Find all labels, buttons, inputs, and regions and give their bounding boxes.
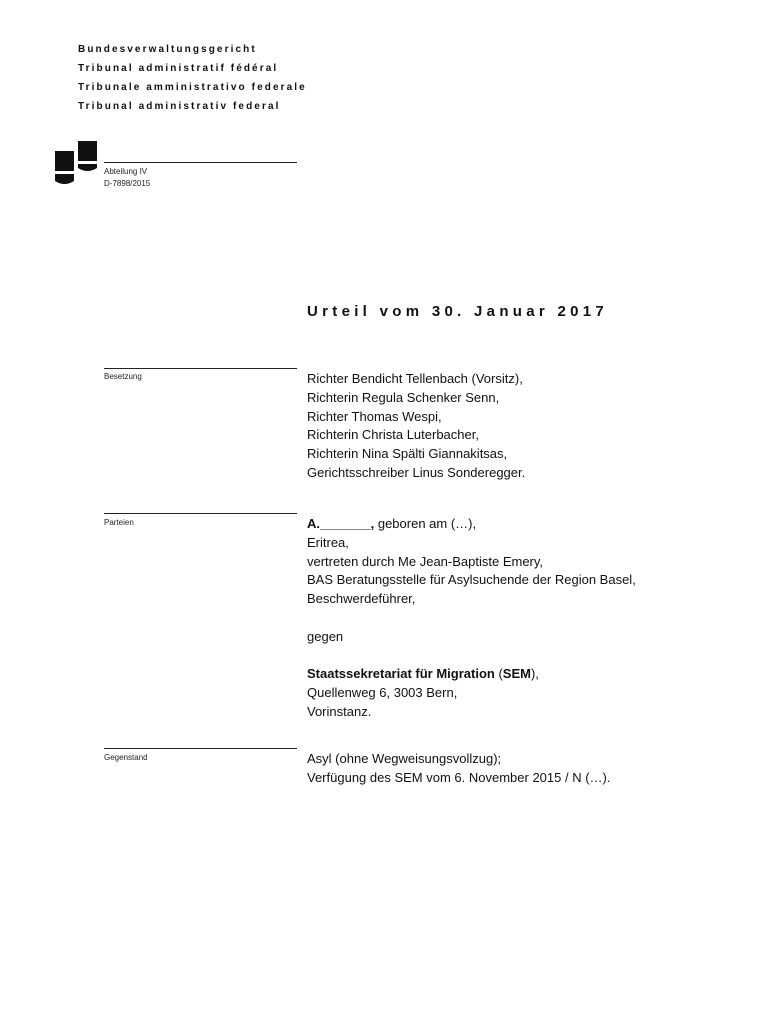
judge-line: Richterin Regula Schenker Senn, [307,389,500,405]
court-name-de: Bundesverwaltungsgericht [78,44,257,55]
judge-line: Richterin Christa Luterbacher, [307,427,479,443]
court-name-rm: Tribunal administrativ federal [78,101,281,112]
party-line: Eritrea, [307,534,349,550]
judge-line: Richterin Nina Spälti Giannakitsas, [307,446,508,462]
besetzung-label: Besetzung [104,372,142,381]
authority-paren: ( [494,666,503,682]
authority-line [307,665,636,684]
case-number: D-7898/2015 [104,179,151,188]
party-line: Beschwerdeführer, [307,591,416,607]
court-logo-icon [54,141,98,187]
authority-abbr: SEM [502,666,531,682]
clerk-line: Gerichtsschreiber Linus Sonderegger. [307,464,526,480]
subject-line: Verfügung des SEM vom 6. November 2015 / N (…). [307,769,611,785]
court-name-it: Tribunale amministrativo federale [78,82,307,93]
besetzung-block [307,370,525,483]
division-label: Abteilung IV [104,167,148,176]
parteien-rule [104,513,297,514]
party-name: A._______, [307,516,375,531]
judgment-title: Urteil vom 30. Januar 2017 [307,303,609,320]
authority-paren: ), [530,666,539,682]
besetzung-rule [104,368,297,369]
judge-line: Richter Thomas Wespi, [307,408,442,424]
versus-line: gegen [307,628,344,644]
judge-line: Richter Bendicht Tellenbach (Vorsitz), [307,371,523,386]
gegenstand-rule [104,748,297,749]
authority-name: Staatssekretariat für Migration [307,666,495,682]
court-names [78,40,307,116]
authority-address: Quellenweg 6, 3003 Bern, [307,685,458,701]
parteien-label: Parteien [104,518,134,527]
gegenstand-block [307,750,610,788]
parteien-block [307,515,636,722]
party-birth: geboren am (…), [374,516,477,531]
party-line: BAS Beratungsstelle für Asylsuchende der Region Basel, [307,572,636,588]
authority-role: Vorinstanz. [307,703,372,719]
party-line [307,515,636,534]
gegenstand-label: Gegenstand [104,753,148,762]
header-rule [104,162,297,163]
subject-line: Asyl (ohne Wegweisungsvollzug); [307,751,502,766]
court-name-fr: Tribunal administratif fédéral [78,63,279,74]
party-line: vertreten durch Me Jean-Baptiste Emery, [307,553,544,569]
